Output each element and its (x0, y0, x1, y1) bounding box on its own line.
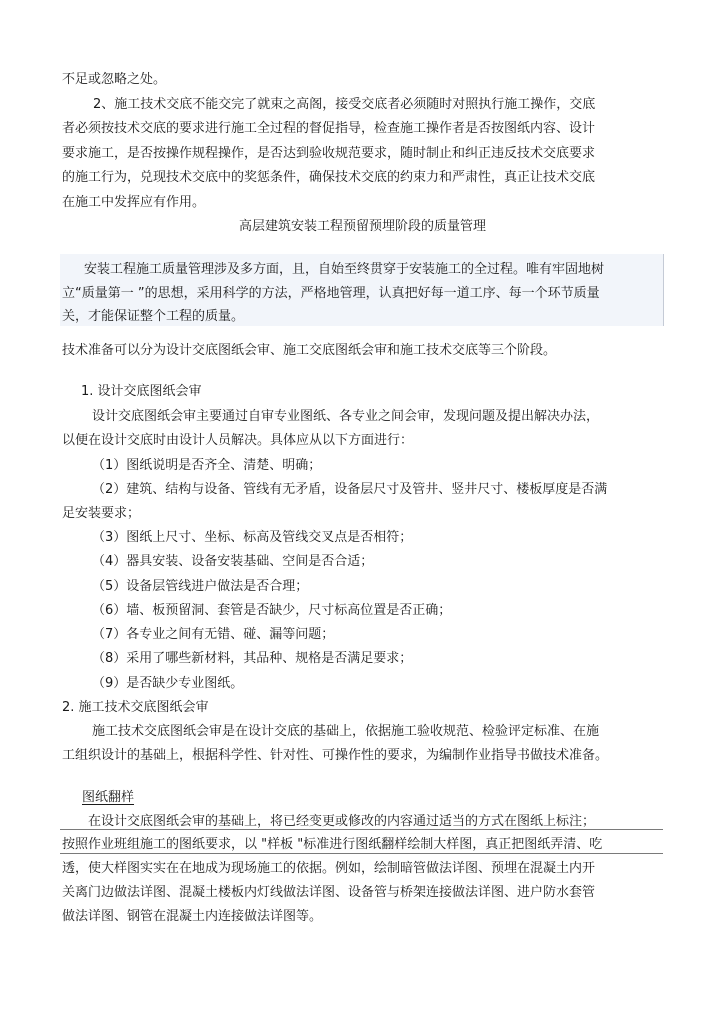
part3-line: 按照作业班组施工的图纸要求，以 "样板 "标准进行图纸翻样绘制大样图，真正把图纸弄清、吃 (62, 837, 603, 852)
part1-line: （1）图纸说明是否齐全、清楚、明确； (92, 458, 322, 473)
highlight-line: 安装工程施工质量管理涉及多方面，且，自始至终贯穿于安装施工的全过程。唯有牢固地树 (84, 262, 605, 277)
part1-line: （6）墙、板预留洞、套管是否缺少，尺寸标高位置是否正确； (92, 603, 452, 618)
part1-line: 设计交底图纸会审主要通过自审专业图纸、各专业之间会审，发现问题及提出解决办法， (92, 409, 600, 424)
part3-line: 透，使大样图实实在在地成为现场施工的依据。例如，绘制暗管做法详图、预埋在混凝土内开 (62, 861, 596, 876)
intro-line: 2、施工技术交底不能交完了就束之高阁，接受交底者必须随时对照执行施工操作，交底 (93, 97, 596, 112)
part3-heading: 图纸翻样 (82, 790, 135, 805)
intro-line: 者必须按技术交底的要求进行施工全过程的督促指导，检查施工操作者是否按图纸内容、设计 (62, 121, 596, 136)
intro-line: 的施工行为，兑现技术交底中的奖惩条件，确保技术交底的约束力和严肃性，真正让技术交底 (62, 170, 596, 185)
highlight-line: 立“质量第一 ”的思想，采用科学的方法，严格地管理，认真把好每一道工序、每一个环节质量 (62, 286, 600, 301)
part1-line: （2）建筑、结构与设备、管线有无矛盾，设备层尺寸及管井、竖井尺寸、楼板厚度是否满 (92, 482, 608, 497)
prep-line: 技术准备可以分为设计交底图纸会审、施工交底图纸会审和施工技术交底等三个阶段。 (62, 343, 557, 358)
part3-line: 在设计交底图纸会审的基础上，将已经变更或修改的内容通过适当的方式在图纸上标注； (88, 814, 596, 829)
part1-line: （5）设备层管线进户做法是否合理； (92, 579, 309, 594)
divider-line (60, 853, 663, 854)
part2-heading: 2. 施工技术交底图纸会审 (62, 700, 209, 715)
intro-line: 在施工中发挥应有作用。 (62, 195, 206, 210)
part3-line: 做法详图、钢管在混凝土内连接做法详图等。 (62, 909, 323, 924)
part1-line: （8）采用了哪些新材料，其品种、规格是否满足要求； (92, 651, 413, 666)
part1-line: （4）器具安装、设备安装基础、空间是否合适； (92, 554, 374, 569)
part3-line: 关离门边做法详图、混凝土楼板内灯线做法详图、设备管与桥架连接做法详图、进户防水套管 (62, 885, 596, 900)
part1-line: （3）图纸上尺寸、坐标、标高及管线交叉点是否相符； (92, 530, 413, 545)
part1-line: （9）是否缺少专业图纸。 (92, 676, 244, 691)
part1-line: 以便在设计交底时由设计人员解决。具体应从以下方面进行： (62, 433, 414, 448)
intro-line: 不足或忽略之处。 (62, 72, 167, 87)
part1-line: 足安装要求； (62, 506, 141, 521)
part1-line: （7）各专业之间有无错、碰、漏等问题； (92, 627, 335, 642)
section-title: 高层建筑安装工程预留预埋阶段的质量管理 (238, 219, 486, 234)
highlight-line: 关，才能保证整个工程的质量。 (62, 309, 245, 324)
part2-line: 施工技术交底图纸会审是在设计交底的基础上，依据施工验收规范、检验评定标准、在施 (92, 724, 600, 739)
part2-line: 工组织设计的基础上，根据科学性、针对性、可操作性的要求，为编制作业指导书做技术准备。 (62, 748, 609, 763)
intro-line: 要求施工，是否按操作规程操作，是否达到验收规范要求，随时制止和纠正违反技术交底要求 (62, 146, 596, 161)
divider-line (60, 829, 663, 830)
part1-heading: 1. 设计交底图纸会审 (81, 384, 202, 399)
